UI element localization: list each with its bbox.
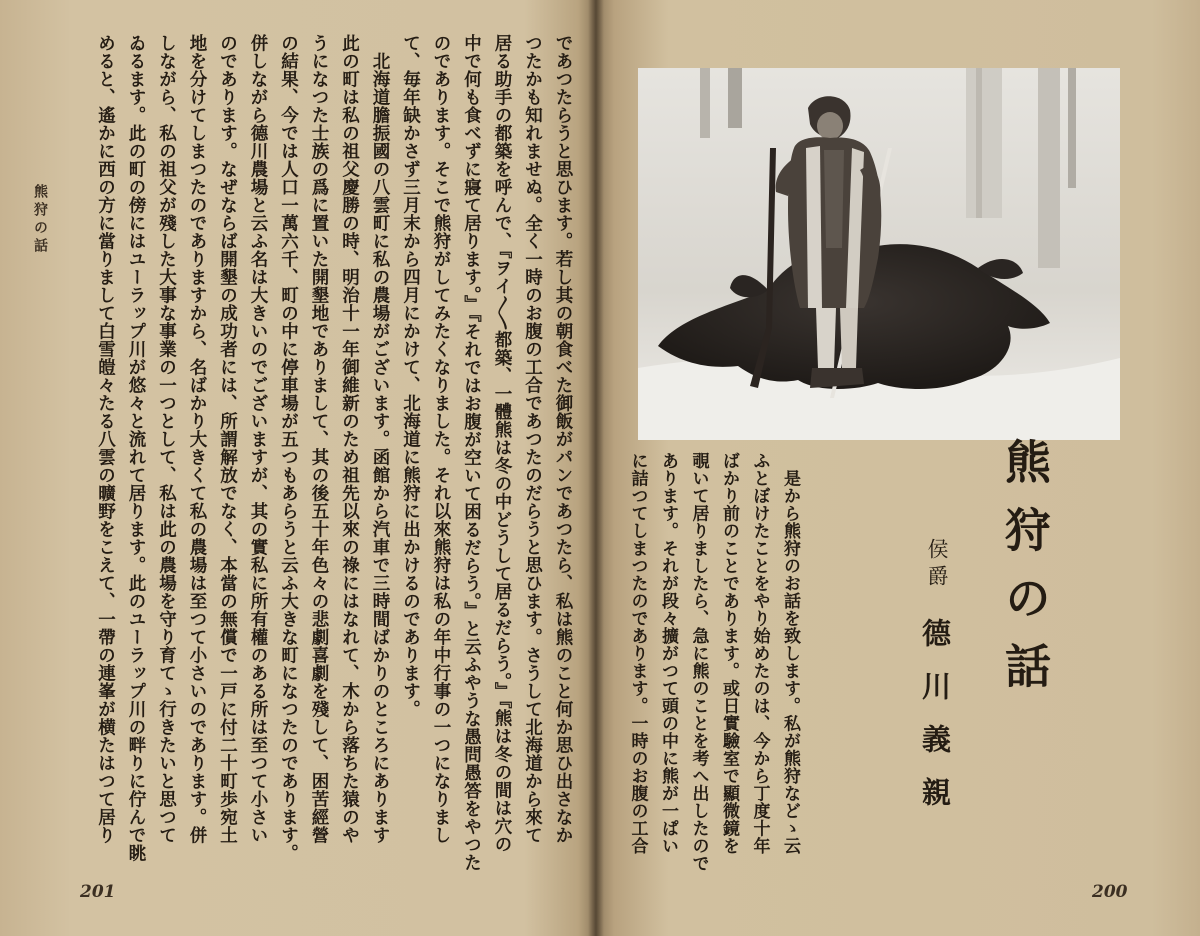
text-column: であつたらうと思ひます。若し其の朝食べた御飯がパンであつたら、私は熊のこと何か思ひ出さなか xyxy=(553,34,573,844)
author-rank: 侯爵 xyxy=(925,538,949,592)
left-page-body-text xyxy=(48,34,578,879)
page-number-right: 200 xyxy=(1092,882,1128,902)
text-column: あります。それが段々擴がつて頭の中に熊が一ぱい xyxy=(658,452,678,855)
text-column: 併しながら德川農場と云ふ名は大きいのでございますが、其の實私に所有權のある所は至つて小さい xyxy=(248,34,268,844)
page-number-left: 201 xyxy=(80,882,116,902)
text-column: 地を分けてしまつたのでありますから、名ばかり大きくて私の農場は至つて小さいのであります。併 xyxy=(187,34,207,844)
article-title-text: 熊狩の話 xyxy=(998,438,1052,710)
author-name: 德川義親 xyxy=(918,618,952,830)
text-column: めると、遙かに西の方に當りまして白雪皚々たる八雲の曠野をこえて、一帶の連峯が横たはつて居り xyxy=(95,34,116,844)
text-column: のであります。そこで熊狩がしてみたくなりました。それ以來熊狩は私の年中行事の一つになりまし xyxy=(431,34,451,844)
text-column: て、毎年缺かさず三月末から四月にかけて、北海道に熊狩に出かけるのであります。 xyxy=(400,34,421,718)
text-column: 是から熊狩のお話を致します。私が熊狩などゝ云 xyxy=(780,452,800,855)
right-page-body-text xyxy=(620,452,805,882)
running-head: 熊狩の話 xyxy=(32,184,48,256)
text-column: 北海道膽振國の八雲町に私の農場がございます。函館から汽車で三時間ばかりのところにあります xyxy=(370,34,390,844)
text-column: しながら、私の祖父が殘した大事な事業の一つとして、私は此の農場を守り育てゝ行きたいと思つて xyxy=(156,34,177,844)
text-column: うになつた士族の爲に置いた開墾地でありまして、其の後五十年色々の悲劇喜劇を殘して、困苦經營 xyxy=(309,34,329,844)
text-column: 覗いて居りましたら、急に熊のことを考へ出したので xyxy=(688,452,709,872)
text-column: のであります。なぜならば開墾の成功者には、所謂解放でなく、本當の無償で一戸に付二十町歩宛土 xyxy=(217,34,238,844)
text-column: に詰つてしまつたのであります。一時のお腹の工合 xyxy=(627,452,648,855)
text-column: の結果、今では人口一萬六千、町の中に停車場が五つもあらうと云ふ大きな町になつたのであります。 xyxy=(278,34,299,862)
article-title xyxy=(985,438,1055,710)
text-column: ゐるます。此の町の傍にはユーラップ川が悠々と流れて居ります。此のユーラップ川の畔りに佇んで眺 xyxy=(126,34,146,862)
text-column: ふとぼけたことをやり始めたのは、今から丁度十年 xyxy=(749,452,770,855)
text-column: 居る助手の都築を呼んで、『ヲイ〳〵都築、一體熊は冬の中どうして居るだらう。』『熊は冬の間は穴の xyxy=(492,34,512,854)
text-column: ばかり前のことであります。或日實驗室で顯微鏡を xyxy=(719,452,739,855)
hunter-with-bear-photograph xyxy=(638,68,1120,440)
text-column: 此の町は私の祖父慶勝の時、明治十一年御維新のため祖先以來の祿にはなれて、木から落ちた猿のや xyxy=(339,34,360,844)
left-page xyxy=(0,0,596,936)
text-column: つたかも知れませぬ。全く一時のお腹の工合であつたのだらうと思ひます。さうして北海道から來て xyxy=(522,34,543,844)
text-column: 中で何も食べずに寢て居ります。』『それではお腹が空いて困るだらう。』と云ふやうな愚問愚答をやつた xyxy=(461,34,482,872)
